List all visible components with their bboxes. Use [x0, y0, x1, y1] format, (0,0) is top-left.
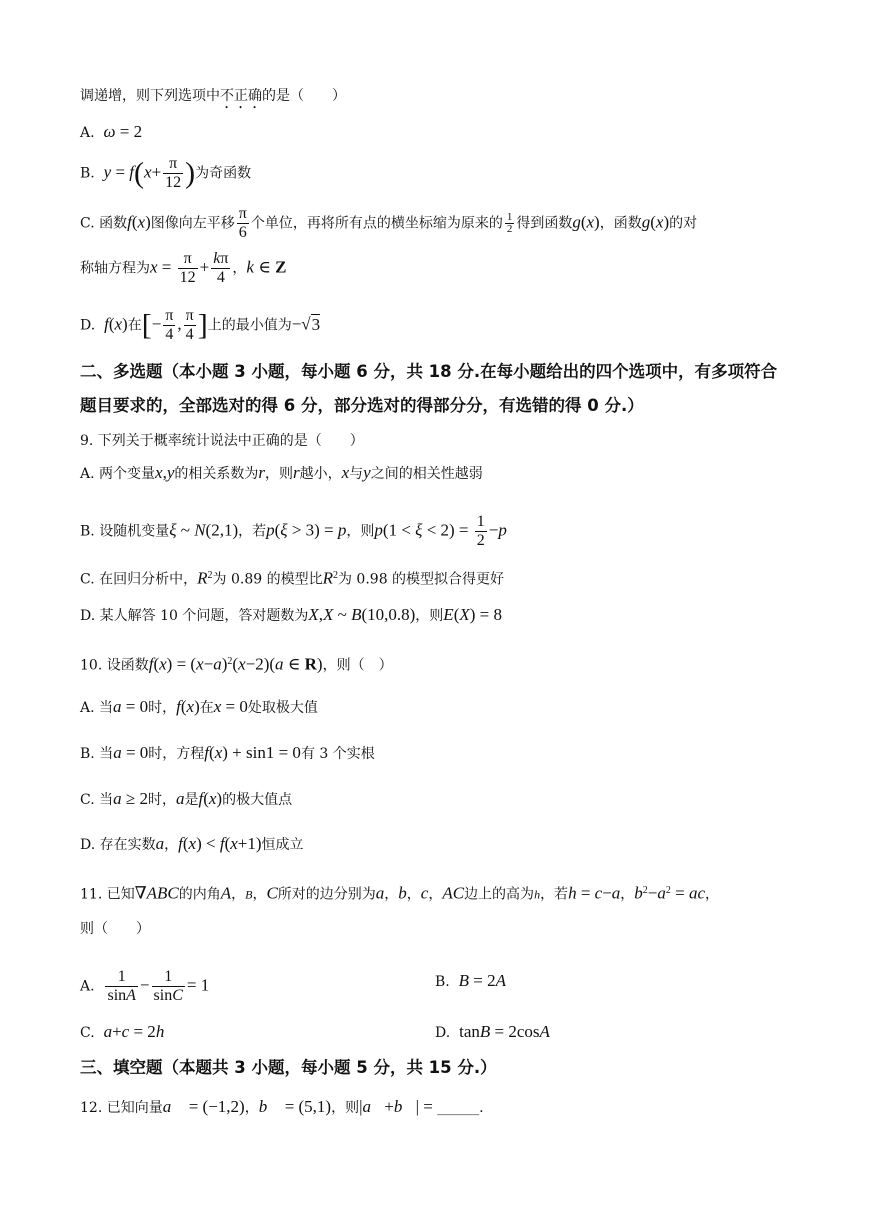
q8-option-c: C. 函数f(x)图像向左平移 $\frac{\pi}{6}$ 个单位，再将所有点的横坐标缩为原来的 $\frac{1}{2}$ 得到函数g(x)，函数g(x)的对 — [80, 205, 698, 241]
fraction: $\frac{\pi}{4}$ — [165, 307, 174, 343]
q11-option-b: B. B = 2A — [435, 971, 507, 990]
q11-stem: 11. 已知∇ABC的内角A，B，C所对的边分别为a，b，c，AC边上的高为h，若h = c−a，$b^2-a^2$ = ac， — [80, 883, 720, 903]
q8-stem: 调递增，则下列选项中不正确的是（ ） — [80, 88, 346, 104]
fraction: $\frac{\pi}{12}$ — [179, 250, 196, 286]
q10-option-a: A. 当a = 0时，f(x)在x = 0处取极大值 — [80, 697, 318, 716]
q11-option-c: C. a+c = 2h — [80, 1022, 165, 1041]
fraction: $\frac{1}{2}$ — [506, 211, 513, 235]
fraction: $\frac{\pi}{4}$ — [185, 307, 194, 343]
fraction: $\frac{1}{\sin A}$ — [107, 968, 136, 1004]
q8-option-a: A. ω = 2 — [80, 122, 143, 141]
section-heading-line2: 题目要求的，全部选对的得 6 分，部分选对的得部分分，有选错的得 0 分.） — [80, 396, 644, 415]
q9-option-c: C. 在回归分析中，$R^2$为 0.89 的模型比$R^2$为 0.98 的模型拟合得更好 — [80, 568, 505, 588]
q8-option-d: D. f(x)在[− $\frac{\pi}{4}$ , $\frac{\pi}{4}$ ]上的最小值为−√3 — [80, 307, 321, 343]
answer-blank[interactable]: ______. — [437, 1100, 484, 1116]
q9-option-a: A. 两个变量x,y的相关系数为r，则r越小，x与y之间的相关性越弱 — [80, 463, 483, 482]
fraction: $\frac{1}{2}$ — [476, 513, 485, 549]
q8-option-c-line2: 称轴方程为x = $\frac{\pi}{12}$ + $\frac{k\pi}{4}$ ，k ∈ Z — [80, 250, 287, 286]
emphasis-text: 不正确 — [220, 88, 262, 104]
q10-option-c: C. 当a ≥ 2时，a是f(x)的极大值点 — [80, 789, 293, 808]
section-heading: 三、填空题（本题共 3 小题，每小题 5 分，共 15 分.） — [80, 1058, 497, 1077]
q12-stem: 12. 已知向量a⃗ = (−1,2)，b⃗ = (5,1)，则|a⃗+b⃗| = ______. — [80, 1097, 484, 1116]
fraction: $\frac{\pi}{6}$ — [238, 205, 247, 241]
q9-stem: 9. 下列关于概率统计说法中正确的是（ ） — [80, 433, 364, 449]
q11-option-a: A. $\frac{1}{\sin A}$ − $\frac{1}{\sin C}$ = 1 — [80, 968, 210, 1004]
fraction: $\frac{1}{\sin C}$ — [153, 968, 183, 1004]
q11-stem-line2: 则（ ） — [80, 921, 150, 937]
q10-option-d: D. 存在实数a，f(x) < f(x+1)恒成立 — [80, 834, 304, 853]
q8-option-b: B. y = f(x+ $\frac{\pi}{12}$ )为奇函数 — [80, 155, 252, 191]
q9-option-b: B. 设随机变量ξ ~ N(2,1)，若p(ξ > 3) = p，则p(1 < ξ < 2) = $\frac{1}{2}$ −p — [80, 513, 507, 549]
section-heading: 二、多选题（本小题 3 小题，每小题 6 分，共 18 分.在每小题给出的四个选项中，有多项符合 — [80, 362, 778, 381]
q9-option-d: D. 某人解答 10 个问题，答对题数为X,X ~ B(10,0.8)，则E(X) = 8 — [80, 605, 502, 624]
q10-option-b: B. 当a = 0时，方程f(x) + sin1 = 0有 3 个实根 — [80, 743, 375, 762]
q11-option-d: D. tanB = 2cosA — [435, 1022, 550, 1041]
fraction: $\frac{\pi}{12}$ — [165, 155, 182, 191]
q10-stem: 10. 设函数$f(x) = (x-a)^2(x-2)(a$ ∈ R)，则（ ） — [80, 654, 393, 674]
fraction: $\frac{k\pi}{4}$ — [213, 250, 229, 286]
